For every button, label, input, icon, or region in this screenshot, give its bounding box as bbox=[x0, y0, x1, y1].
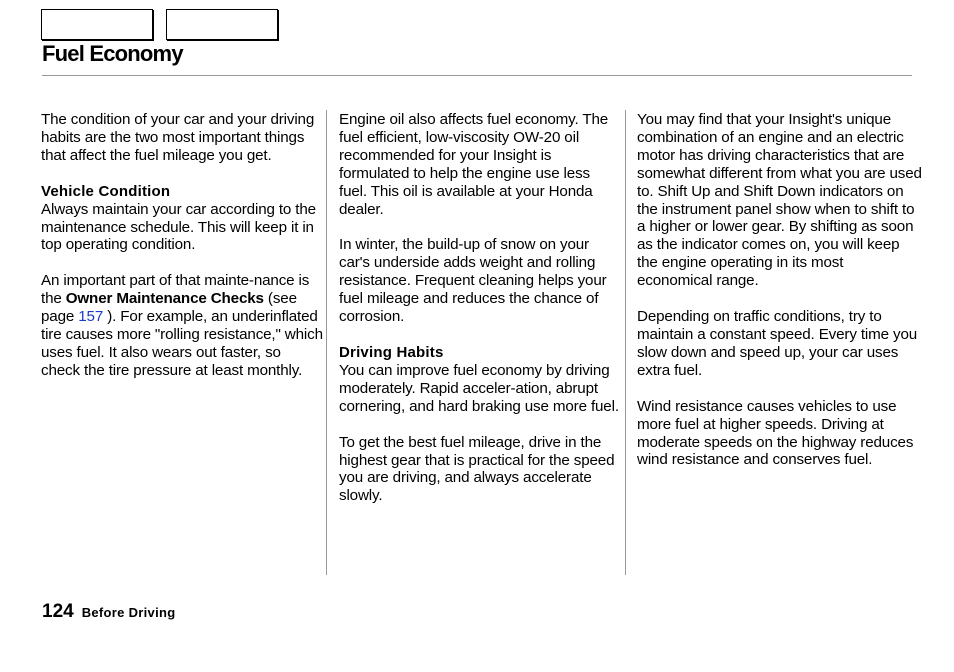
insight-paragraph: You may find that your Insight's unique combination of an engine and an electric motor has driving characteristics that are somewhat different from what you are used to. Shift Up and Shift Down indicators on the instrument panel show when to shift to a higher or lower gear. By shifting as soon as the indicator comes on, you will keep the engine operating in its most economical range. bbox=[637, 111, 922, 290]
page-title: Fuel Economy bbox=[42, 41, 183, 66]
text-column-2 bbox=[339, 111, 619, 523]
nav-button-next[interactable] bbox=[166, 9, 278, 40]
text-column-3 bbox=[637, 111, 922, 487]
engine-oil-paragraph: Engine oil also affects fuel economy. The fuel efficient, low-viscosity OW-20 oil recommended for your Insight is formulated to help the engine use less fuel. This oil is available at your Honda dealer. bbox=[339, 111, 609, 218]
title-divider bbox=[42, 75, 912, 76]
see-page-text: (see page bbox=[41, 290, 297, 326]
column-divider bbox=[625, 110, 626, 575]
vehicle-condition-paragraph: Always maintain your car according to the maintenance schedule. This will keep it in top operating condition. bbox=[41, 200, 316, 254]
intro-paragraph: The condition of your car and your driving habits are the two most important things that affect the fuel mileage you get. bbox=[41, 111, 315, 164]
best-mileage-paragraph: To get the best fuel mileage, drive in the highest gear that is practical for the speed you are driving, and always accelerate slowly. bbox=[339, 433, 615, 505]
wind-paragraph: Wind resistance causes vehicles to use more fuel at higher speeds. Driving at moderate speeds on the highway reduces wind resistance and conserves fuel. bbox=[637, 397, 914, 469]
winter-paragraph: In winter, the build-up of snow on your car's underside adds weight and rolling resistance. Frequent cleaning helps your fuel mileage and reduces the chance of corrosion. bbox=[339, 236, 607, 326]
maintenance-text-end: ). For example, an underinflated tire causes more "rolling resistance," which uses fuel. It also wears out faster, so check the tire pressure at least monthly. bbox=[41, 308, 323, 379]
maintenance-paragraph bbox=[41, 272, 323, 379]
traffic-paragraph: Depending on traffic conditions, try to maintain a constant speed. Every time you slow down and speed up, your car uses extra fuel. bbox=[637, 308, 918, 379]
section-name: Before Driving bbox=[81, 605, 176, 620]
maintenance-text-start: An important part of that mainte-nance is the bbox=[41, 272, 310, 308]
page-157-link[interactable]: 157 bbox=[78, 308, 104, 326]
column-divider bbox=[326, 110, 327, 575]
vehicle-condition-heading: Vehicle Condition bbox=[41, 182, 171, 200]
page-footer bbox=[42, 601, 175, 623]
driving-habits-heading: Driving Habits bbox=[339, 343, 444, 361]
page-number: 124 bbox=[42, 601, 74, 622]
text-column-1 bbox=[41, 111, 323, 398]
owner-maintenance-checks-term: Owner Maintenance Checks bbox=[65, 290, 264, 308]
driving-habits-paragraph: You can improve fuel economy by driving moderately. Rapid acceler-ation, abrupt cornering, and hard braking use more fuel. bbox=[339, 361, 619, 415]
nav-button-previous[interactable] bbox=[41, 9, 153, 40]
